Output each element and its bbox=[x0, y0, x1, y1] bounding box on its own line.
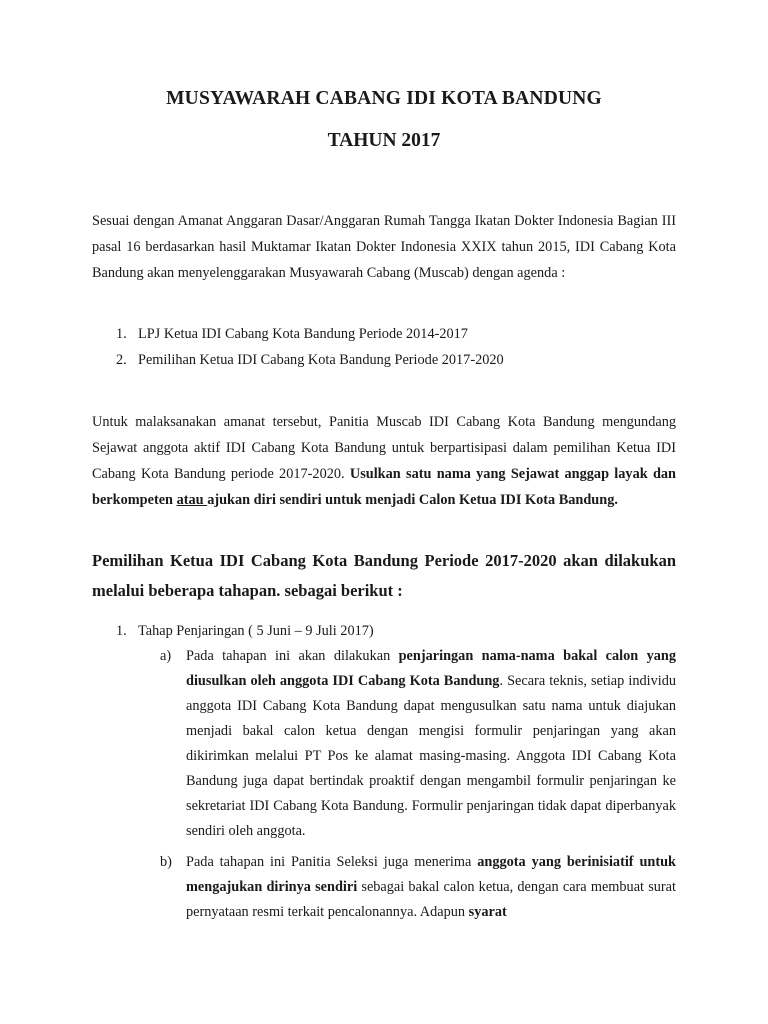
list-item bbox=[140, 644, 676, 844]
invitation-text: Untuk malaksanakan amanat tersebut, Panitia Muscab IDI Cabang Kota Bandung mengundang Sejawat anggota aktif IDI Cabang Kota Bandung untuk berpartisipasi dalam pemilihan Ketua IDI Cabang Kota Bandung periode 2017-2020. bbox=[92, 414, 676, 482]
list-bold-text: syarat bbox=[468, 904, 507, 920]
list-item bbox=[92, 347, 676, 373]
list-text: Pada tahapan ini Panitia Seleksi juga menerima bbox=[186, 854, 478, 870]
list-letter: a) bbox=[160, 648, 172, 664]
stage-list bbox=[92, 618, 676, 644]
intro-paragraph: Sesuai dengan Amanat Anggaran Dasar/Anggaran Rumah Tangga Ikatan Dokter Indonesia Bagian III pasal 16 berdasarkan hasil Muktamar Ikatan Dokter Indonesia XXIX tahun 2015, IDI Cabang Kota Bandung akan menyelenggarakan Musyawarah Cabang (Muscab) dengan agenda : bbox=[92, 213, 676, 281]
list-text: sebagai bakal calon ketua, dengan cara membuat surat pernyataan resmi terkait pencalonannya. Adapun bbox=[186, 879, 676, 920]
document-subtitle: TAHUN 2017 bbox=[327, 130, 441, 151]
list-item bbox=[92, 321, 676, 347]
list-number: 1. bbox=[116, 326, 127, 342]
document-title: MUSYAWARAH CABANG IDI KOTA BANDUNG bbox=[166, 88, 602, 109]
invitation-paragraph bbox=[92, 409, 676, 513]
list-item bbox=[92, 618, 676, 644]
list-text: LPJ Ketua IDI Cabang Kota Bandung Periode 2014-2017 bbox=[138, 326, 468, 342]
section-heading: Pemilihan Ketua IDI Cabang Kota Bandung Periode 2017-2020 akan dilakukan melalui beberapa tahapan. sebagai berikut : bbox=[92, 551, 676, 600]
invitation-bold-underline: atau bbox=[176, 492, 208, 508]
agenda-list bbox=[92, 321, 676, 373]
list-text: Pemilihan Ketua IDI Cabang Kota Bandung Periode 2017-2020 bbox=[138, 352, 504, 368]
list-text: . Secara teknis, setiap individu anggota IDI Cabang Kota Bandung dapat mengusulkan satu nama untuk diajukan menjadi bakal calon ketua dengan mengisi formulir penjaringan yang akan dikirimkan melalui PT Pos ke alamat masing-masing. Anggota IDI Cabang Kota Bandung juga dapat bertindak proaktif dengan mengambil formulir penjaringan ke sekretariat IDI Cabang Kota Bandung. Formulir penjaringan tidak dapat diperbanyak sendiri oleh anggota. bbox=[186, 673, 677, 839]
list-number: 2. bbox=[116, 352, 127, 368]
stage-sub-list bbox=[140, 644, 676, 925]
list-item bbox=[140, 850, 676, 925]
invitation-bold-2: ajukan diri sendiri untuk menjadi Calon Ketua IDI Kota Bandung. bbox=[207, 492, 618, 508]
list-text: Pada tahapan ini akan dilakukan bbox=[186, 648, 399, 664]
list-bold-text: penjaringan nama-nama bakal calon yang diusulkan oleh anggota IDI Cabang Kota Bandung bbox=[186, 648, 677, 689]
list-text: Tahap Penjaringan ( 5 Juni – 9 Juli 2017) bbox=[138, 623, 374, 639]
list-number: 1. bbox=[116, 623, 127, 639]
list-bold-text: anggota yang berinisiatif untuk mengajukan dirinya sendiri bbox=[186, 854, 677, 895]
invitation-bold-1: Usulkan satu nama yang Sejawat anggap layak dan berkompeten bbox=[92, 466, 677, 508]
list-letter: b) bbox=[160, 854, 172, 870]
